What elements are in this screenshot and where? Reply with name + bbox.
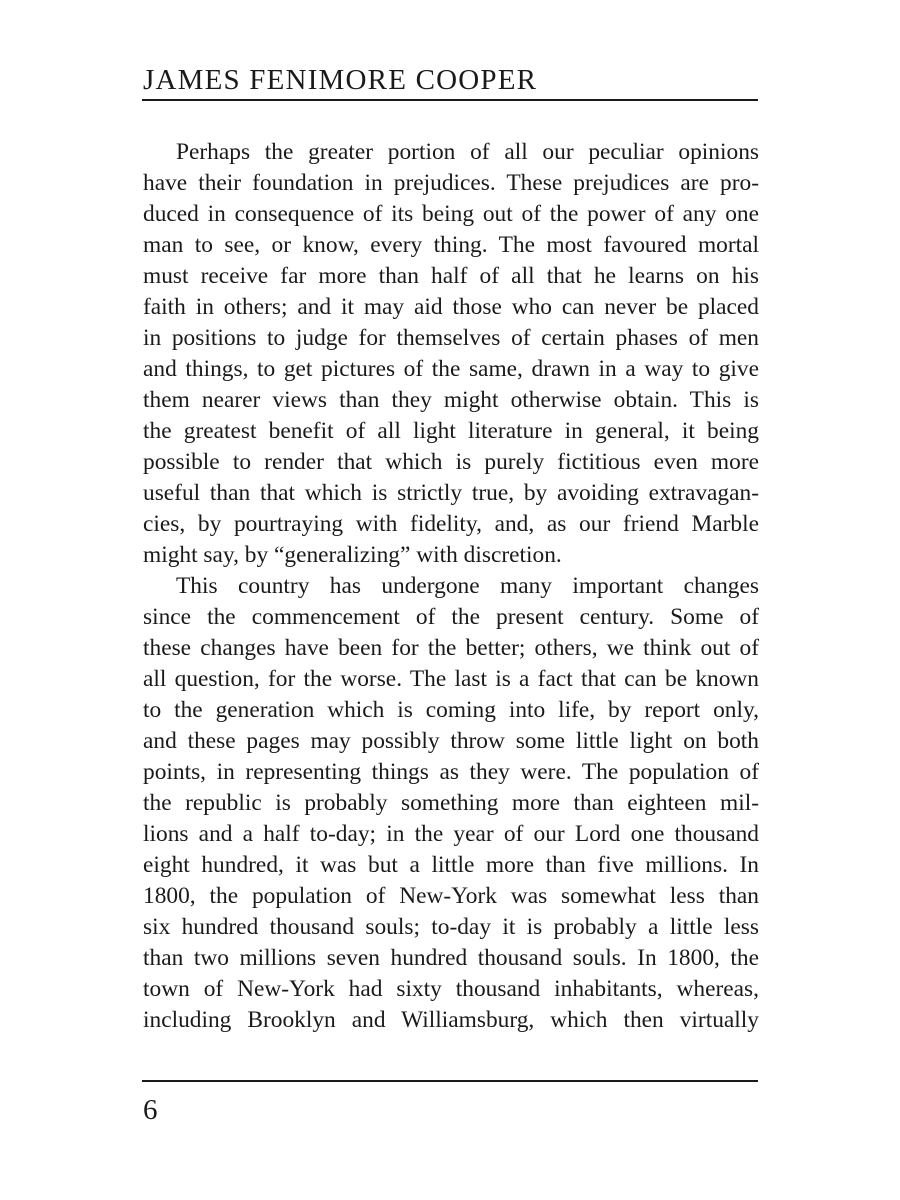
text-line: town of New-York had sixty thousand inhabitants, whereas, [143,976,759,1002]
text-line: six hundred thousand souls; to-day it is probably a little less [143,914,759,940]
paragraph-2 [143,571,759,1036]
text-line: and things, to get pictures of the same, drawn in a way to give [143,356,759,382]
text-line: including Brooklyn and Williamsburg, which then virtually [143,1007,759,1033]
text-line: in positions to judge for themselves of certain phases of men [143,325,759,351]
text-line: duced in consequence of its being out of the power of any one [143,201,759,227]
text-line: than two millions seven hundred thousand souls. In 1800, the [143,945,759,971]
text-line: eight hundred, it was but a little more than five millions. In [143,852,759,878]
page-number: 6 [143,1094,158,1126]
text-line: all question, for the worse. The last is a fact that can be known [143,666,759,692]
text-line: 1800, the population of New-York was somewhat less than [143,883,759,909]
text-line: useful than that which is strictly true, by avoiding extravagan- [143,480,759,506]
text-line: points, in representing things as they were. The population of [143,759,759,785]
text-line: Perhaps the greater portion of all our peculiar opinions [176,139,759,165]
footer-rule [142,1080,758,1082]
text-line: the greatest benefit of all light literature in general, it being [143,418,759,444]
header-rule [142,99,758,101]
text-line: to the generation which is coming into life, by report only, [143,697,759,723]
text-line: must receive far more than half of all that he learns on his [143,263,759,289]
text-line: and these pages may possibly throw some little light on both [143,728,759,754]
text-line: cies, by pourtraying with fidelity, and, as our friend Marble [143,511,759,537]
text-line: lions and a half to-day; in the year of our Lord one thousand [143,821,759,847]
text-line: since the commencement of the present century. Some of [143,604,759,630]
text-line: might say, by “generalizing” with discretion. [143,542,562,568]
paragraph-1 [143,137,759,571]
text-line: them nearer views than they might otherwise obtain. This is [143,387,759,413]
text-line: faith in others; and it may aid those who can never be placed [143,294,759,320]
text-line: possible to render that which is purely fictitious even more [143,449,759,475]
body-text [143,137,759,1036]
text-line: these changes have been for the better; others, we think out of [143,635,759,661]
text-line: have their foundation in prejudices. These prejudices are pro- [143,170,759,196]
text-line: man to see, or know, every thing. The most favoured mortal [143,232,759,258]
running-head: JAMES FENIMORE COOPER [143,64,538,96]
text-line: the republic is probably something more than eighteen mil- [143,790,759,816]
text-line: This country has undergone many important changes [176,573,759,599]
